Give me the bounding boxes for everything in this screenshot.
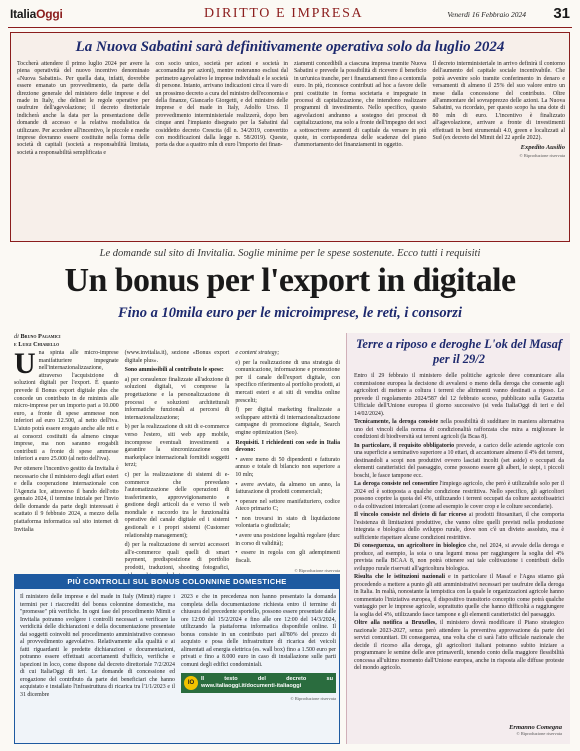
masaf-p2 [354,419,564,442]
issue-date: Venerdì 16 Febbraio 2024 [447,10,526,19]
main-col-3-req-2: • avere avviato, da almeno un anno, la fatturazione di prodotti commerciali; [235,481,341,496]
author-2: e Luigi Chiarello [14,341,60,348]
masaf-p3-lead: In particolare, il requisito obbligatorio [354,442,455,449]
sabatini-col-3: ziamenti concedibili a ciascuna impresa tramite Nuova Sabatini e prevede la possibilità di ricevere il beneficio in un'unica tranche, per i finanziamenti fino a centomila euro. In più, riconosce contributi ad hoc a favore delle pmi costituite in forma societaria e impegnate in processi di capitalizzazione, che intendono realizzare programmi di investimento. Nello specifico, questo agevolazioni andranno a sostegno dei processi di capitalizzazione, ma solo a fronte dell'impegno dei soci a sottoscrivere aumenti di capitale da versare in più quote, in corrispondenza delle scadenze del piano d'ammortamento dei finanziamenti in oggetto. [294,61,427,149]
main-col-3-req-3: • operare nel settore manifatturiero, codice Ateco primario C; [235,498,341,513]
colonnine-title: PIÙ CONTROLLI SUL BONUS COLONNINE DOMESTICHE [15,575,339,589]
promo-text: Il testo del decreto su www.italiaoggi.it/documenti-italiaoggi [201,676,333,689]
main-col-2-item-c: c) per la realizzazione di sistemi di e-commerce che prevedano l'automatizzazione delle operazioni di trasferimento, approvvigionamento e gestione degli articoli da e verso il web mondiale e raccordo tra le funzionalità operative del canale digitale ed i sistemi gestionali e i propri sistemi (Customer relationship management); [124,471,230,539]
main-col-2-heading: Sono ammissibili al contributo le spese: [124,367,224,374]
masaf-p8 [354,620,564,673]
sabatini-signature: Expedito Ausilio [520,144,565,152]
masaf-body [354,373,564,733]
masaf-p2-lead: Tecnicamente, la deroga consiste [354,419,439,425]
sabatini-col-4-wrap [433,61,566,239]
main-article-columns [14,347,341,574]
main-col-3 [235,350,341,574]
article-headline: Un bonus per l'export in digitale [64,262,516,299]
article-kicker: Le domande sul sito di Invitalia. Soglie minime per le spese sostenute. Ecco tutti i requisiti [99,248,481,259]
masaf-p1: Entro il 29 febbraio il ministero delle politiche agricole deve comunicare alla commissione europea la decisione di avvalersi o meno della deroga che consente agli agricoltori di mettere a coltura i terreni che altrimenti vanno destinati a riposo. Le prevede il regolamento 2024/587 del 12 febbraio scorso, pubblicato sulla Gazzetta Ufficiale dell'Unione europea il giorno successivo (si veda ItaliaOggi di ieri e del 14/02/2024). [354,373,564,417]
section-title: DIRITTO E IMPRESA [204,6,364,21]
main-col-2-text: (www.invitalia.it), sezione «Bonus export digitale plus». [124,350,230,364]
drop-cap: U [14,347,36,380]
main-col-3-req-5: • avere una posizione legalità regolare (durc in corso di validità); [235,533,341,547]
sabatini-col-4: Il decreto interministeriale in arrivo definirà il contorno dell'aumento del capitale sociale incentivabile. Che potrà avvenire solo tramite conferimento in denaro e versamenti di almeno il 25% del suo valore entro un mese dalla concessione del contributo. Oltre all'ammontare del sovrapprezzo delle azioni. La Nuova Sabatini, va ricordato, per questo scopo ha una dote di 80 mln di euro. L'incentivo è finalizzato all'agevolazione, arrivare a fronte di investimenti effettuati in beni strumentali 4.0, green e localizzati al Sud (ex decreto del Mimit del 22 aprile 2022). [432,61,565,142]
masaf-p6-lead: Di conseguenza, un agricoltore in biologico [354,543,466,549]
main-col-3-text: e content strategy; [235,350,280,356]
main-col-1-text: na spinta alle micro-imprese manifatturiere impegnate nell'internazionalizzazione, attraverso l'acquisizione di soluzioni digitali per l'export. È quanto prevede il Bonus export digitale plus che concede un contributo in de minimis alle micro-imprese per un importo pari a 10.000 euro, a fronte di spese ammesse non inferiori ad euro 12.500, al netto dell'iva. L'aiuto potrà essere erogato anche alle reti e ai consorzi costituiti da almeno cinque imprese, ma non saranno erogabili contributi a fronte di spese ammesse inferiori a euro 25.000 (al netto dell'iva). [14,350,119,463]
sabatini-col-2: con socio unico, società per azioni e società in accomandita per azioni), mentre resteranno esclusi dal perimetro agevolativo le imprese individuali e le società di persone. Intanto, arrivano indicazioni circa il varo di un prossimo decreto a cura del ministro dell'economia e della finanze, Giancarlo Giorgetti, e del ministro delle imprese e del made in Italy, Adolfo Urso. Il provvedimento interministeriale realizzerà, dopo ben cinque anni l'impianto disegnato per la Sabatini dal cosiddetto decreto Crescita (dl n. 34/2019, convertito con modificazioni dalla legge n. 58/2019). Queste, porta da due a quattro mln di euro l'importo dei finan- [155,61,288,149]
masaf-p6 [354,543,564,573]
sabatini-columns [17,61,565,239]
main-col-2-item-b: b) per la realizzazione di siti di e-commerce verso l'estero, siti web app mobile, incomprese eventuali investimenti a garantire la sincronizzazione con marketplace internazionali fornitidi soggetti terzi; [124,424,230,469]
masaf-signature-block [509,724,562,736]
sabatini-col-1: Toccherà attendere il primo luglio 2024 per avere la piena operatività del nuovo incentivo denominato «Nuova Sabatini». Per quella data, infatti, dovrebbe essere emanato un provvedimento, da parte della direzione generale del ministero delle imprese e del made in Italy, che delinei le regole operative per usufruire dell'agevolazione; il decreto direttoriale indicherà anche la data per la presentazione delle domande di accesso e la relativa modulistica da utilizzare. Per accedere all'incentivo, le piccole e medie imprese dovranno essere costituite nella forma delle società di capitali (società a responsabilità limitata, società a responsabilità semplificata e [17,61,150,156]
colonnine-col-2: 2023 e che in precedenza non hanno presentato la domanda completa della documentazione richiesta entro il termine di chiusura del precedente sportello, possono essere presentate dalle ore 12:00 del 15/2/2024 e fino alle ore 12:00 del 14/3/2024, utilizzando la piattaforma informatica disponibile online. Il bonus consiste in un contributo pari all'80% del prezzo di acquisto e posa delle infrastrutture di ricarica dei veicoli alimentati ad energia elettrica (es. wall box) fino a 1.500 euro per privati e fino a 8.000 euro in caso di installazione sulle parti comuni degli edifici condominiali. [181,594,336,668]
masaf-p6-text: che, nel 2024, si avvale della deroga e produce, ad esempio, la soia o una legumi mosa per raggiungere la soglia del 4% prevista nella BCAA 8, non potrà ottenere sui tale coltivazione i contributi dello sviluppo rurale riservati all'agricoltura biologica. [354,543,564,572]
main-rights: © Riproduzione riservata [294,568,341,574]
masaf-p5-text: ai prodotti fitosanitari, il che comporta l'esistenza di limitazioni produttive, che vanno oltre quelli previsti nella produzione integrata e biologica dello sviluppo rurale, dove non c'è un divieto assoluto, ma è sufficiente rispettare alcune condizioni restrittive. [354,512,564,541]
masaf-p4-text: l'impiego agricolo, che però è utilizzabile solo per il 2024 ed è sottoposta a qualche condizione restrittiva. Nello specifico, gli agricoltori possono coprire la quota del 4%, utilizzando i terreni occupati da colture azotofissatrici o da coltivazioni intercalari (come ad esempio le cover crop e le colture secondarie). [354,481,564,510]
colonnine-col-1: Il ministero delle imprese e del made in Italy (Mimit) riapre i termini per i riaccrediti del bonus colonnine domestiche, ma "promesse" più verifiche. In ogni fase del procedimento Mimit e Invitalia potranno svolgere i controlli necessari a verificare la veridicità delle dichiarazioni e della documentazione presentate dai soggetti coinvolti nel procedimento amministrativo connesso al provvedimento agevolativo. Relativamente alla qualità e ai fatti riguardanti le predette dichiarazioni e documentazioni, potranno essere effettuati accertamenti d'ufficio, verifiche e ispezioni in loco, come dispone dal decreto direttoriale 7/2/2024 di cui ItaliaOggi di ieri. Le domande di concessione ed erogazione del contributo da parte dei beneficiari che hanno acquistato e installato l'infrastruttura di ricarica tra l'1/1/2023 e il 31 dicembre [20,594,175,698]
masaf-p7 [354,574,564,619]
main-col-3-req-4: • non trovarsi in stato di liquidazione volontaria o giudiziale; [235,515,341,530]
colonnine-col-2-wrap [181,594,336,740]
author-1: Bruno Pagamici [20,333,61,340]
masaf-p2-text: nella possibilità di sudditare in maniera alternativa uno dei vincoli della norma di condizionalità rafforzata che mira a migliorare le condizioni di biodiversità sui terreni agricoli (la Bcaa 8). [354,419,564,440]
sabatini-rights: © Riproduzione riservata [519,152,565,158]
masaf-p7-text: e in particolare il Masaf e l'Agea stiamo già procedendo a mettere a punto gli atti amministrativi necessari per usufruire della deroga in Italia. In realtà, nonostante la tempistica con la quale le organizzazioni agricole hanno commentato l'iniziativa europea, il dispositivo transitorio concepito come potrà qualche vantaggio per le imprese agricole, soprattutto quelle che hanno difficoltà a raggiungere la soglia del 4%, utilizzando fasce tampone e gli elementi caratteristici del paesaggio. [354,574,564,618]
main-col-3-requisiti: Requisiti. I richiedenti con sede in Italia devono: [235,439,341,454]
decree-link-promo[interactable] [181,673,336,693]
main-col-3-item-e: e) per la realizzazione di una strategia di comunicazione, informazione e promozione per il canale dell'export digitale, con specifico riferimento al portfolio prodotti, ai mercati esteri e ai siti di vendita online prescelti; [235,359,341,404]
masaf-p8-lead: Oltre alla notifica a Bruxelles, [354,620,437,626]
sabatini-title: La Nuova Sabatini sarà definitivamente operativa solo da luglio 2024 [75,39,505,55]
colonnine-box [14,574,340,744]
main-col-3-item-f: f) per digital marketing finalizzate a sviluppare attività di internazionalizzazione campagne di promozione digitale, Search engine optimization (Seo). [235,407,341,436]
masaf-p5-lead: Il vincolo consiste nel divieto di far ricorso [354,512,467,518]
main-col-2-item-d: d) per la realizzazione di servizi accessori all'e-commerce quali quelli di smart payment, predisposizione di portfolio prodotti, traduzioni, shooting fotografici, [124,542,230,572]
logo-text-a: Italia [10,7,37,21]
colonnine-columns [20,594,336,740]
masaf-p5 [354,512,564,542]
main-col-3-req-6: • essere in regola con gli adempimenti fiscali. [235,550,341,564]
masaf-p7-lead: Risulta che le istituzioni nazionali [354,574,445,580]
masaf-p3 [354,443,564,481]
logo-text-b: Oggi [36,7,63,21]
main-col-1-text-b: Per ottenere l'incentivo gestito da Invitalia è necessario che il ministero degli affari esteri e della cooperazione internazionale con l'Agenzia Ice, attraverso il bando dell'otto gennaio 2024, il termine iniziale per l'invio delle domande da parte degli interessati è scattato il 9 febbraio 2024, a mezzo della piattaforma informatica sul sito internet di Invitalia [14,465,119,533]
main-col-2-item-a: a) per consulenze finalizzate all'adozione di soluzioni digitali, vi comprese la progettazione e la personalizzazione di processi e soluzioni architetturali informatiche funzionali ai percorsi di internazionalizzazione; [124,376,230,421]
masaf-p4 [354,481,564,511]
masaf-signature: Ermanno Comegna [509,724,562,731]
newspaper-logo[interactable] [10,7,63,21]
main-col-1 [14,347,119,568]
masaf-p8-text: il ministero dovrà modificare il Piano strategico nazionale 2023-2027, senza però attendere la preventiva approvazione da parte dei servizi comunitari. Di conseguenza, una volta che ci sarà l'atto ufficiale nazionale che decide il ricorso alla deroga, gli agricoltori italiani potranno subito iniziare a programmare le semine delle aree primaverili, tenendo conto della maggiore flessibilità concessa all'ultimo momento dall'Unione europea, anche in risposta alle diffuse proteste del mondo agricolo. [354,620,564,671]
byline-prefix: di [14,333,19,340]
main-col-2 [124,350,230,572]
masthead [8,4,572,28]
colonnine-rights: © Riproduzione riservata [290,696,336,701]
masaf-p4-lead: La deroga consiste nel consentire [354,481,438,487]
sabatini-article-box [10,32,570,242]
article-subheadline: Fino a 10mila euro per le microimprese, le reti, i consorzi [118,305,462,321]
page-number: 31 [553,5,570,22]
masaf-article-box [346,333,570,744]
masaf-title: Terre a riposo e deroghe L'ok del Masaf per il 29/2 [355,337,563,366]
italiaoggi-badge-icon: IO [184,676,198,690]
masaf-rights: © Riproduzione riservata [516,731,562,736]
masaf-p3-text: prevede, a carico delle aziende agricole con una superficie a seminativo superiore a 10 ettari, di accantonare almeno il 4% dei terreni, destinandoli a scopi non produttivi ovvero lasciati incolti (set aside) o occupati da elementi caratteristici del paesaggio, come possono essere gli alberi, le siepi, i piccoli boschi, le fasce tampone ecc. [354,442,565,479]
main-col-3-req-1: • avere meno di 50 dipendenti e fatturato annuo e totale di bilancio non superiore a 10 mln; [235,456,341,478]
